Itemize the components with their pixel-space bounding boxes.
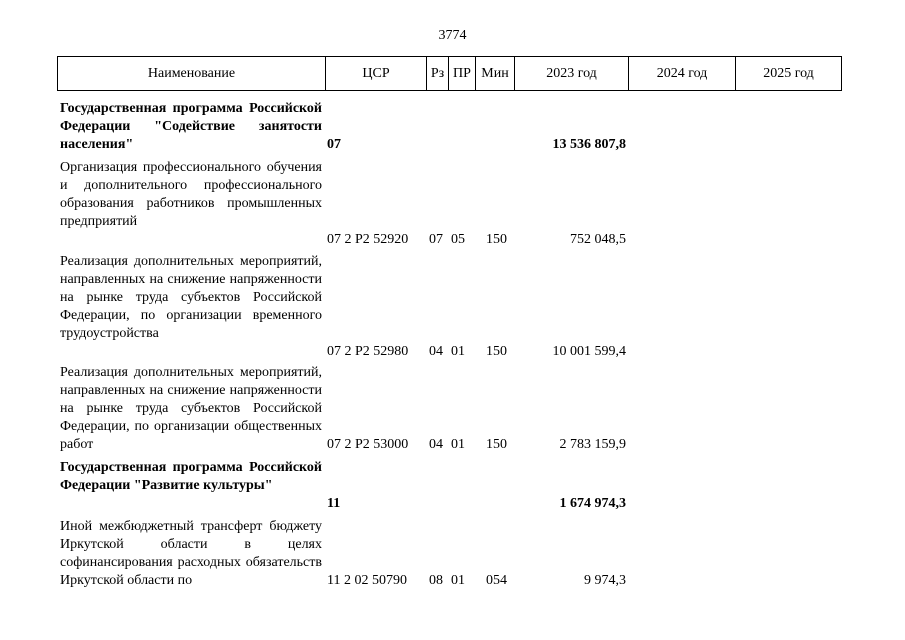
- row-name: Реализация дополнительных мероприятий, направленных на снижение напряженности на рынке труда субъектов Российской Федерации, по организации общественных работ: [60, 365, 322, 452]
- row-pr: 05: [451, 232, 465, 247]
- table-header: [57, 56, 842, 91]
- row-min: 150: [486, 344, 507, 359]
- row-rz: 04: [429, 344, 443, 359]
- row-pr: 01: [451, 573, 465, 588]
- row-csr: 07 2 P2 53000: [327, 437, 409, 452]
- row-name: Реализация дополнительных мероприятий, направленных на снижение напряженности на рынке труда субъектов Российской Федерации, по организации временного трудоустройства: [60, 254, 322, 341]
- row-pr: 01: [451, 437, 465, 452]
- row-csr: 11: [327, 496, 341, 511]
- row-name: Организация профессионального обучения и дополнительного профессионального образования работников промышленных предприятий: [60, 160, 322, 229]
- row-amount-2023: 9 974,3: [584, 573, 626, 588]
- row-min: 150: [486, 232, 507, 247]
- row-rz: 04: [429, 437, 443, 452]
- row-min: 150: [486, 437, 507, 452]
- row-csr: 07: [327, 137, 341, 152]
- row-amount-2023: 10 001 599,4: [552, 344, 626, 359]
- header-2023: 2023 год: [515, 57, 629, 91]
- page-number: 3774: [438, 28, 467, 43]
- header-pr: ПР: [449, 57, 476, 91]
- header-csr: ЦСР: [326, 57, 427, 91]
- row-csr: 07 2 P2 52920: [327, 232, 409, 247]
- row-name: Государственная программа Российской Федерации "Содействие занятости населения": [60, 101, 322, 152]
- header-rz: Рз: [427, 57, 449, 91]
- row-amount-2023: 13 536 807,8: [552, 137, 626, 152]
- row-rz: 08: [429, 573, 443, 588]
- row-name: Иной межбюджетный трансферт бюджету Иркутской области в целях софинансирования расходных обязательств Иркутской области по: [60, 519, 322, 588]
- row-csr: 11 2 02 50790: [327, 573, 407, 588]
- row-csr: 07 2 P2 52980: [327, 344, 409, 359]
- header-2024: 2024 год: [629, 57, 736, 91]
- row-name: Государственная программа Российской Федерации "Развитие культуры": [60, 460, 322, 493]
- row-amount-2023: 752 048,5: [570, 232, 626, 247]
- row-pr: 01: [451, 344, 465, 359]
- row-amount-2023: 2 783 159,9: [559, 437, 626, 452]
- header-min: Мин: [476, 57, 515, 91]
- row-min: 054: [486, 573, 507, 588]
- row-rz: 07: [429, 232, 443, 247]
- header-name: Наименование: [58, 57, 326, 91]
- row-amount-2023: 1 674 974,3: [559, 496, 626, 511]
- header-2025: 2025 год: [736, 57, 842, 91]
